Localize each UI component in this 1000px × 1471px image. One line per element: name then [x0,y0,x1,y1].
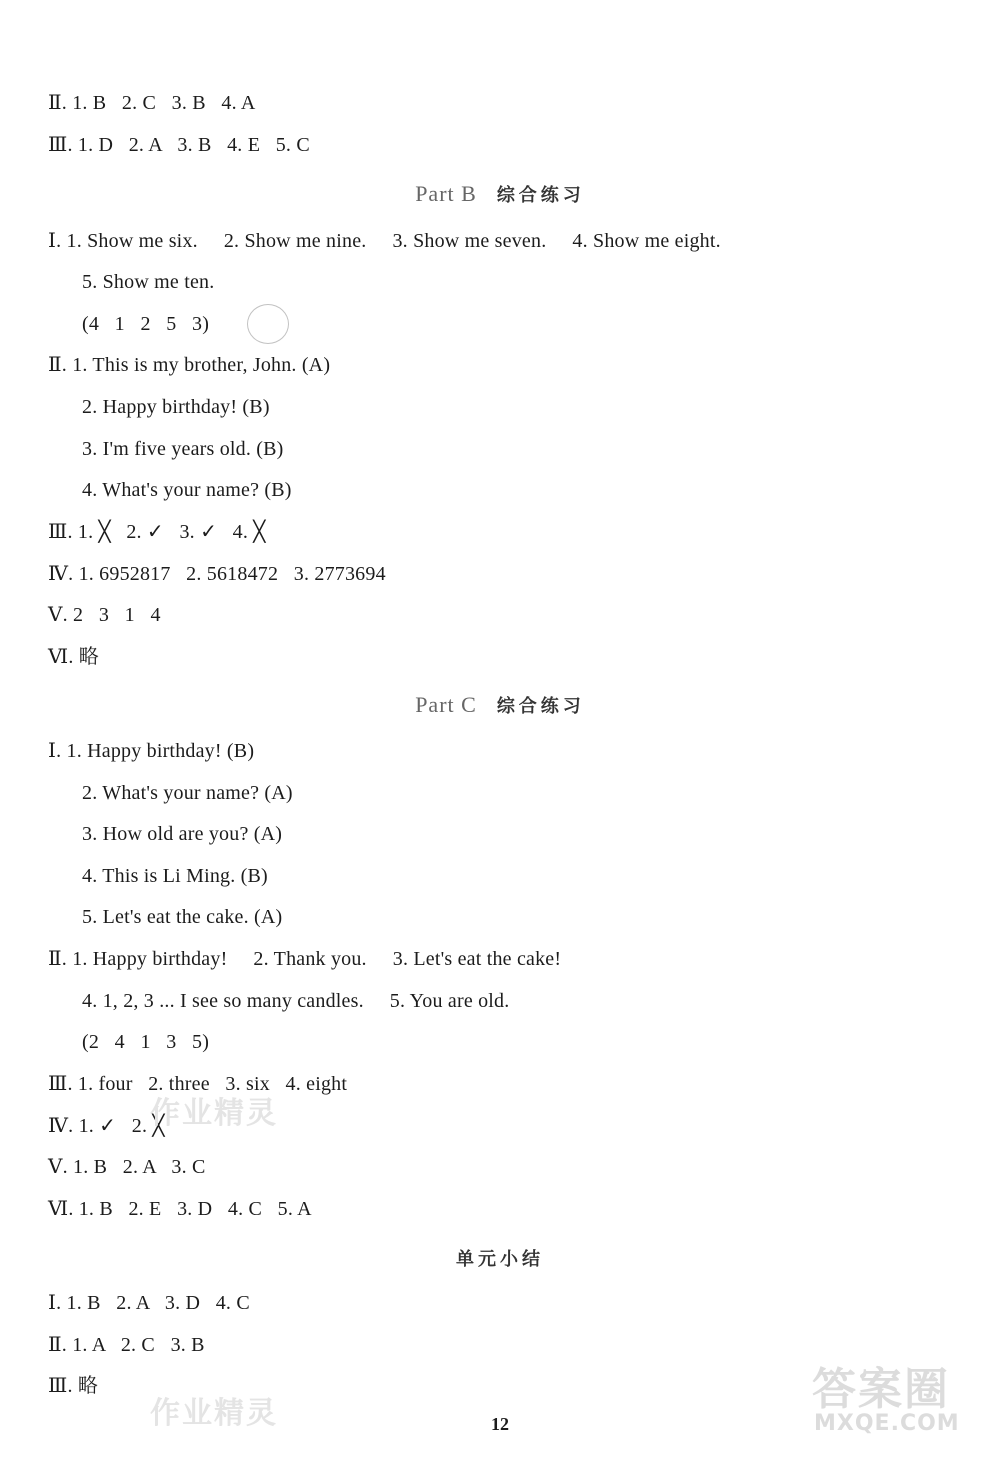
answer-line: Ⅳ. 1. ✓ 2. ╳ [48,1115,165,1137]
logo-url: MXQE.COM [814,1411,960,1436]
answer-line: 2. Happy birthday! (B) [82,396,270,418]
heading-en: Part C [415,692,477,717]
answer-line: Ⅵ. 1. B 2. E 3. D 4. C 5. A [48,1198,312,1220]
answer-line: Ⅱ. 1. Happy birthday! 2. Thank you. 3. Let's eat the cake! [48,948,562,970]
answer-line: (2 4 1 3 5) [82,1031,210,1053]
answer-line: Ⅲ. 略 [48,1375,99,1397]
watermark-text: 作业精灵 [150,1096,278,1131]
heading-cn: 单元小结 [456,1249,544,1270]
logo-text: 答案圈 [812,1364,950,1415]
section-heading-unit-summary [0,1243,1000,1275]
answer-line: 4. What's your name? (B) [82,479,292,501]
heading-cn: 综合练习 [496,696,585,717]
answer-line: Ⅴ. 1. B 2. A 3. C [48,1156,206,1178]
answer-line: Ⅱ. 1. This is my brother, John. (A) [48,354,331,376]
answer-line: Ⅰ. 1. Happy birthday! (B) [48,740,255,762]
answer-line: 4. This is Li Ming. (B) [82,865,268,887]
answer-line: Ⅱ. 1. A 2. C 3. B [48,1334,205,1356]
answer-line: Ⅰ. 1. B 2. A 3. D 4. C [48,1292,250,1314]
answer-line: 2. What's your name? (A) [82,782,293,804]
section-heading-part-c [0,690,1000,722]
answer-line: Ⅰ. 1. Show me six. 2. Show me nine. 3. Show me seven. 4. Show me eight. [48,230,721,252]
heading-cn: 综合练习 [496,185,585,206]
answer-line: Ⅴ. 2 3 1 4 [48,604,161,626]
answer-line: Ⅱ. 1. B 2. C 3. B 4. A [48,92,256,114]
heading-en: Part B [415,181,477,206]
answer-line: 3. I'm five years old. (B) [82,438,284,460]
answer-line: Ⅲ. 1. ╳ 2. ✓ 3. ✓ 4. ╳ [48,521,266,543]
answer-line: 4. 1, 2, 3 ... I see so many candles. 5. You are old. [82,990,510,1012]
answer-line: Ⅵ. 略 [48,646,99,668]
answer-line: 3. How old are you? (A) [82,823,283,845]
answer-line: Ⅲ. 1. D 2. A 3. B 4. E 5. C [48,134,310,156]
watermark-text: 作业精灵 [150,1396,278,1431]
section-heading-part-b [0,179,1000,211]
answer-line: 5. Let's eat the cake. (A) [82,906,283,928]
stamp-mark [247,304,289,344]
answer-line: (4 1 2 5 3) [82,313,210,335]
answer-line: 5. Show me ten. [82,271,215,293]
answer-line: Ⅲ. 1. four 2. three 3. six 4. eight [48,1073,348,1095]
site-logo-watermark [812,1353,972,1443]
page-number: 12 [491,1414,509,1434]
answer-line: Ⅳ. 1. 6952817 2. 5618472 3. 2773694 [48,563,386,585]
